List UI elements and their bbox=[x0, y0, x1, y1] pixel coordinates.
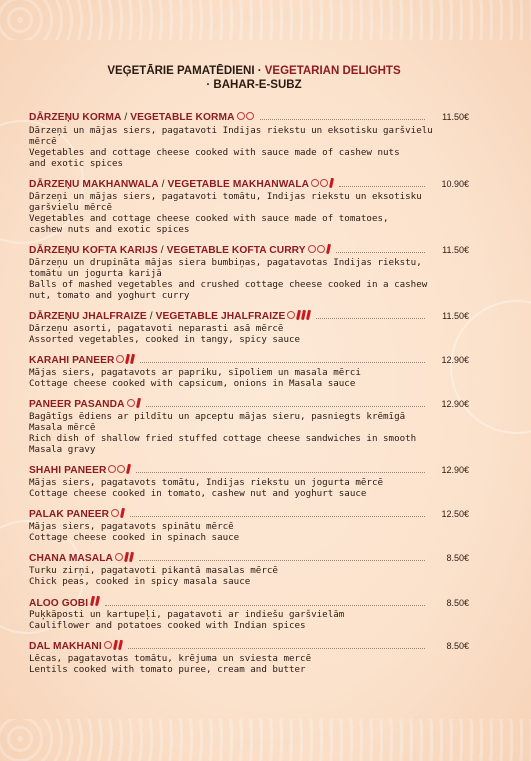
menu-item-description-line: garšvielu mērcē bbox=[29, 202, 112, 213]
menu-item-name-latvian: PALAK PANEER bbox=[29, 509, 110, 520]
menu-item bbox=[29, 112, 469, 169]
menu-item-badges bbox=[90, 596, 99, 606]
menu-item-title-row bbox=[29, 552, 469, 565]
menu-item-badges bbox=[127, 398, 140, 408]
menu-item-name-english: VEGETABLE JHALFRAIZE bbox=[155, 311, 286, 322]
menu-item bbox=[29, 552, 469, 587]
menu-item bbox=[29, 464, 469, 499]
menu-item-badges bbox=[115, 552, 133, 562]
menu-item-description-line: and exotic spices bbox=[29, 158, 124, 169]
menu-item-name-latvian: DAL MAKHANI bbox=[29, 641, 102, 652]
menu-item-price: 12.90€ bbox=[441, 355, 469, 365]
menu-item-description-line: Dārzeņu un drupināta mājas siera bumbiņas, pagatavotas Indijas riekstu, bbox=[29, 257, 422, 268]
menu-item-price: 8.50€ bbox=[446, 641, 469, 651]
chili-pepper-icon bbox=[329, 178, 334, 188]
vegetarian-icon bbox=[104, 641, 112, 649]
menu-item-description-line: Puķkāposti un kartupeļi, pagatavoti ar indiešu garšvielām bbox=[29, 609, 345, 620]
menu-item-title-row bbox=[29, 398, 469, 411]
menu-item-description-line: Mājas siers, pagatavots spinātu mērcē bbox=[29, 521, 234, 532]
menu-item-description-line: Vegetables and cottage cheese cooked with sauce made of tomatoes, bbox=[29, 213, 389, 224]
vegetarian-icon bbox=[287, 311, 295, 319]
menu-item-price: 8.50€ bbox=[446, 553, 469, 563]
dot-leader bbox=[260, 119, 425, 120]
menu-item-name bbox=[29, 553, 113, 564]
menu-item bbox=[29, 398, 469, 455]
vegetarian-icon bbox=[108, 465, 116, 473]
menu-item-name-latvian: SHAHI PANEER bbox=[29, 465, 107, 476]
vegetarian-icon bbox=[317, 245, 325, 253]
menu-item-description-line: Lentils cooked with tomato puree, cream and butter bbox=[29, 664, 306, 675]
menu-item-name bbox=[29, 355, 114, 366]
chili-pepper-icon bbox=[113, 640, 118, 650]
dot-leader bbox=[140, 362, 425, 363]
menu-item-name bbox=[29, 598, 88, 609]
vegetarian-icon bbox=[116, 355, 124, 363]
menu-item-description-line: Mājas siers, pagatavots tomātu, Indijas riekstu un jogurta mērcē bbox=[29, 477, 384, 488]
menu-item-description-line: Vegetables and cottage cheese cooked with sauce made of cashew nuts bbox=[29, 147, 400, 158]
menu-item-price: 12.90€ bbox=[441, 399, 469, 409]
menu-item-description-line: Dārzeņu asorti, pagatavoti neparasti asā mērcē bbox=[29, 323, 284, 334]
menu-item-name-separator: / bbox=[121, 112, 131, 123]
section-heading bbox=[39, 64, 469, 92]
heading-latvian: VEĢETĀRIE PAMATĒDIENI bbox=[107, 65, 255, 77]
menu-item-price: 12.50€ bbox=[441, 509, 469, 519]
dot-leader bbox=[139, 560, 425, 561]
menu-item-description-line: Assorted vegetables, cooked in tangy, spicy sauce bbox=[29, 334, 301, 345]
menu-item-badges bbox=[311, 178, 333, 188]
heading-subtitle: · BAHAR-E-SUBZ bbox=[206, 79, 302, 91]
ornament-border-top bbox=[0, 0, 531, 40]
menu-item-description-line: cashew nuts and exotic spices bbox=[29, 224, 190, 235]
chili-pepper-icon bbox=[129, 552, 134, 562]
dot-leader bbox=[339, 186, 425, 187]
vegetarian-icon bbox=[308, 245, 316, 253]
menu-item bbox=[29, 596, 469, 631]
menu-item-name bbox=[29, 245, 306, 256]
vegetarian-icon bbox=[127, 399, 135, 407]
dot-leader bbox=[105, 605, 425, 606]
menu-item-description-line: Dārzeņi un mājas siers, pagatavoti tomātu, Indijas riekstu un eksotisku bbox=[29, 191, 422, 202]
heading-separator: · bbox=[254, 65, 265, 77]
chili-pepper-icon bbox=[306, 310, 311, 320]
menu-item-name bbox=[29, 179, 309, 190]
menu-item-badges bbox=[116, 354, 134, 364]
menu-item bbox=[29, 178, 469, 235]
dot-leader bbox=[136, 472, 425, 473]
menu-item-badges bbox=[104, 640, 122, 650]
menu-item-description-line: Cottage cheese cooked in spinach sauce bbox=[29, 532, 240, 543]
menu-item-name bbox=[29, 509, 109, 520]
menu-item-description-line: Cottage cheese cooked in tomato, cashew nut and yoghurt sauce bbox=[29, 488, 367, 499]
menu-item bbox=[29, 244, 469, 301]
menu-item-description-line: Masala gravy bbox=[29, 444, 96, 455]
dot-leader bbox=[130, 516, 425, 517]
chili-pepper-icon bbox=[120, 508, 125, 518]
menu-item-name bbox=[29, 311, 285, 322]
menu-item-badges bbox=[108, 464, 130, 474]
menu-item-title-row bbox=[29, 310, 469, 323]
menu-item-title-row bbox=[29, 508, 469, 521]
menu-item-price: 12.90€ bbox=[441, 465, 469, 475]
menu-item-name-latvian: PANEER PASANDA bbox=[29, 399, 125, 410]
menu-item-name-english: VEGETABLE KOFTA CURRY bbox=[166, 245, 306, 256]
menu-item-description-line: tomātu un jogurta karijā bbox=[29, 268, 162, 279]
menu-item-description-line: Turku zirņi, pagatavoti pikantā masalas mērcē bbox=[29, 565, 278, 576]
menu-item bbox=[29, 354, 469, 389]
menu-item bbox=[29, 310, 469, 345]
chili-pepper-icon bbox=[95, 596, 100, 606]
vegetarian-icon bbox=[246, 112, 254, 120]
menu-item-title-row bbox=[29, 112, 469, 125]
menu-items-list bbox=[29, 112, 469, 675]
menu-item-badges bbox=[308, 244, 330, 254]
menu-item-description-line: Cottage cheese cooked with capsicum, onions in Masala sauce bbox=[29, 378, 356, 389]
menu-item-description-line: Rich dish of shallow fried stuffed cottage cheese sandwiches in smooth bbox=[29, 433, 417, 444]
ornament-border-bottom bbox=[0, 719, 531, 761]
menu-item-name-latvian: DĀRZEŅU KORMA bbox=[29, 112, 122, 123]
dot-leader bbox=[146, 406, 425, 407]
dot-leader bbox=[336, 252, 425, 253]
vegetarian-icon bbox=[117, 465, 125, 473]
menu-item-price: 11.50€ bbox=[442, 112, 469, 122]
menu-item-name-latvian: KARAHI PANEER bbox=[29, 355, 115, 366]
vegetarian-icon bbox=[111, 509, 119, 517]
menu-item-name-latvian: CHANA MASALA bbox=[29, 553, 114, 564]
menu-item-name-separator: / bbox=[158, 179, 168, 190]
menu-item-badges bbox=[287, 310, 310, 320]
vegetarian-icon bbox=[311, 179, 319, 187]
menu-item-name-separator: / bbox=[146, 311, 156, 322]
menu-item-description-line: Balls of mashed vegetables and crushed cottage cheese cooked in a cashew bbox=[29, 279, 428, 290]
menu-item-description-line: nut, tomato and yoghurt curry bbox=[29, 290, 190, 301]
menu-item-name-latvian: DĀRZEŅU MAKHANWALA bbox=[29, 179, 159, 190]
menu-item-title-row bbox=[29, 178, 469, 191]
dot-leader bbox=[316, 318, 425, 319]
chili-pepper-icon bbox=[126, 464, 131, 474]
menu-item-name bbox=[29, 465, 106, 476]
menu-item-name bbox=[29, 399, 125, 410]
vegetarian-icon bbox=[237, 112, 245, 120]
vegetarian-icon bbox=[320, 179, 328, 187]
menu-item-badges bbox=[111, 508, 124, 518]
menu-item-title-row bbox=[29, 596, 469, 609]
menu-item-badges bbox=[237, 112, 254, 120]
menu-item-description-line: Bagātīgs ēdiens ar pildītu un apceptu mājas sieru, pasniegts krēmīgā bbox=[29, 411, 406, 422]
menu-item-title-row bbox=[29, 464, 469, 477]
menu-item-name bbox=[29, 641, 102, 652]
menu-item-name-latvian: DĀRZEŅU KOFTA KARIJS bbox=[29, 245, 158, 256]
menu-item-name bbox=[29, 112, 235, 123]
menu-item-description-line: Dārzeņi un mājas siers, pagatavoti Indijas riekstu un eksotisku garšvielu mērcē bbox=[29, 125, 433, 147]
chili-pepper-icon bbox=[130, 354, 135, 364]
menu-item-price: 11.50€ bbox=[442, 245, 469, 255]
vegetarian-icon bbox=[115, 553, 123, 561]
menu-item-name-separator: / bbox=[157, 245, 167, 256]
menu-content bbox=[29, 64, 469, 684]
menu-item-price: 8.50€ bbox=[446, 598, 469, 608]
menu-item-description-line: Mājas siers, pagatavots ar papriku, sīpoliem un masala mērci bbox=[29, 367, 361, 378]
dot-leader bbox=[128, 648, 425, 649]
menu-item-title-row bbox=[29, 640, 469, 653]
heading-english: VEGETARIAN DELIGHTS bbox=[264, 65, 401, 77]
menu-item-name-english: VEGETABLE KORMA bbox=[130, 112, 235, 123]
menu-item-name-latvian: ALOO GOBI bbox=[29, 598, 89, 609]
menu-item-name-latvian: DĀRZEŅU JHALFRAIZE bbox=[29, 311, 147, 322]
menu-item-description-line: Lēcas, pagatavotas tomātu, krējuma un sviesta mercē bbox=[29, 653, 312, 664]
menu-item-price: 10.90€ bbox=[441, 179, 469, 189]
chili-pepper-icon bbox=[136, 398, 141, 408]
chili-pepper-icon bbox=[326, 244, 331, 254]
menu-item-description-line: Chick peas, cooked in spicy masala sauce bbox=[29, 576, 251, 587]
menu-item-description-line: Cauliflower and potatoes cooked with Indian spices bbox=[29, 620, 306, 631]
menu-item bbox=[29, 508, 469, 543]
menu-item-title-row bbox=[29, 354, 469, 367]
menu-item bbox=[29, 640, 469, 675]
menu-item-description-line: Masala mērcē bbox=[29, 422, 96, 433]
chili-pepper-icon bbox=[118, 640, 123, 650]
menu-item-title-row bbox=[29, 244, 469, 257]
menu-item-price: 11.50€ bbox=[442, 311, 469, 321]
menu-item-name-english: VEGETABLE MAKHANWALA bbox=[167, 179, 310, 190]
